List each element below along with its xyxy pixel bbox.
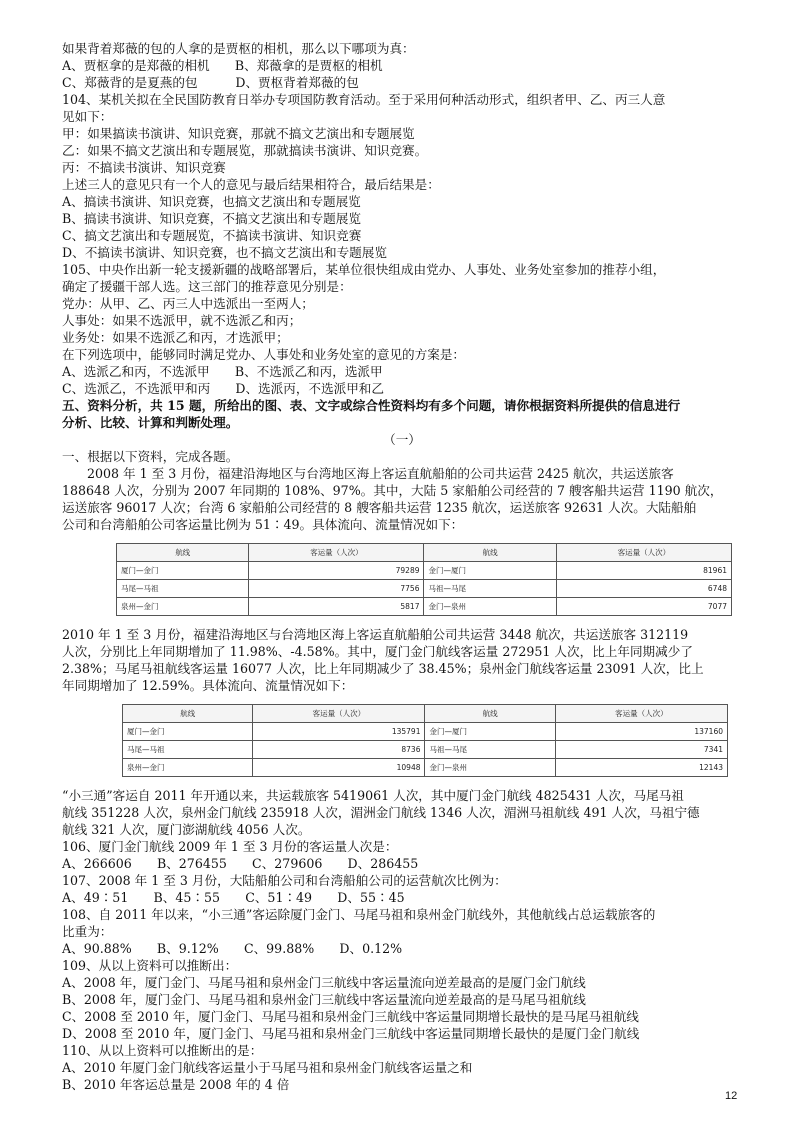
paragraph-2008	[62, 465, 742, 533]
paragraph-line: 航线 351228 人次，泉州金门航线 235918 人次，湄洲金门航线 1346 人次，湄洲马祖航线 491 人次，马祖宁德	[62, 805, 700, 820]
table-header-cell: 航线	[123, 705, 253, 723]
table-cell: 泉州—金门	[123, 759, 253, 777]
table-cell: 马祖—马尾	[425, 741, 555, 759]
text-line: C、搞文艺演出和专题展览，不搞读书演讲、知识竞赛	[62, 228, 362, 243]
text-line: 104、某机关拟在全民国防教育日举办专项国防教育活动。至于采用何种活动形式，组织者甲、乙、丙三人意	[62, 92, 666, 107]
text-line: A、选派乙和丙，不选派甲 B、不选派乙和丙，选派甲	[62, 364, 383, 379]
section-heading-line: 五、资料分析，共 15 题，所给出的图、表、文字或综合性资料均有多个问题，请你根据资料所提供的信息进行	[62, 398, 681, 413]
table-cell: 10948	[253, 759, 425, 777]
text-line: 在下列选项中，能够同时满足党办、人事处和业务处室的意见的方案是：	[62, 347, 465, 362]
table-row	[117, 580, 732, 598]
table-2008-passenger-volume	[116, 543, 732, 616]
paragraph-line: 人次，分别比上年同期增加了 11.98%、-4.58%。其中，厦门金门航线客运量 272951 人次，比上年同期减少了	[62, 644, 693, 659]
text-line: A、搞读书演讲、知识竞赛，也搞文艺演出和专题展览	[62, 194, 361, 209]
table-cell: 79289	[249, 562, 424, 580]
table-cell: 12143	[555, 759, 727, 777]
text-line: 确定了援疆干部人选。这三部门的推荐意见分别是：	[62, 279, 352, 294]
text-line: C、2008 至 2010 年，厦门金门、马尾马祖和泉州金门三航线中客运量同期增长最快的是马尾马祖航线	[62, 1009, 639, 1024]
text-line: 业务处：如果不选派乙和丙，才选派甲；	[62, 330, 289, 345]
table-cell: 厦门—金门	[123, 723, 253, 741]
table-row	[123, 741, 728, 759]
paragraph-2010	[62, 626, 742, 694]
paragraph-line: 运送旅客 96017 人次；台湾 6 家船舶公司经营的 8 艘客船共运营 1235 航次，运送旅客 92631 人次。大陆船舶	[62, 500, 697, 515]
intro-line: 一、根据以下资料，完成各题。	[62, 449, 239, 464]
paragraph-line: 2.38%；马尾马祖航线客运量 16077 人次，比上年同期减少了 38.45%；泉州金门航线客运量 23091 人次，比上	[62, 661, 704, 676]
text-line: 107、2008 年 1 至 3 月份，大陆船舶公司和台湾船舶公司的运营航次比例为：	[62, 873, 507, 888]
text-line: A、2008 年，厦门金门、马尾马祖和泉州金门三航线中客运量流向逆差最高的是厦门金门航线	[62, 975, 586, 990]
section-heading	[62, 397, 742, 431]
paragraph-line: 年同期增加了 12.59%。具体流向、流量情况如下：	[62, 678, 354, 693]
table-cell: 马尾—马祖	[123, 741, 253, 759]
table-2010-passenger-volume	[122, 704, 728, 777]
text-line: 110、从以上资料可以推断出的是：	[62, 1043, 263, 1058]
page-number: 12	[725, 1090, 738, 1102]
paragraph-line: 航线 321 人次，厦门澎湖航线 4056 人次。	[62, 822, 311, 837]
table-row	[117, 598, 732, 616]
text-line: 丙：不搞读书演讲、知识竞赛	[62, 160, 226, 175]
text-line: A、贾枢拿的是郑薇的相机 B、郑薇拿的是贾枢的相机	[62, 58, 383, 73]
text-line: D、2008 至 2010 年，厦门金门、马尾马祖和泉州金门三航线中客运量同期增长最快的是厦门金门航线	[62, 1026, 640, 1041]
table-cell: 135791	[253, 723, 425, 741]
table-cell: 137160	[555, 723, 727, 741]
table-header-cell: 客运量（人次）	[253, 705, 425, 723]
table-cell: 5817	[249, 598, 424, 616]
text-line: 如果背着郑薇的包的人拿的是贾枢的相机，那么以下哪项为真：	[62, 41, 415, 56]
text-line: 乙：如果不搞文艺演出和专题展览，那就搞读书演讲、知识竞赛。	[62, 143, 428, 158]
table-cell: 7341	[555, 741, 727, 759]
table-cell: 金门—泉州	[425, 759, 555, 777]
question-block-103-105	[62, 40, 742, 397]
text-line: 比重为：	[62, 924, 113, 939]
section-heading-line: 分析、比较、计算和判断处理。	[62, 415, 239, 430]
text-line: 党办：从甲、乙、丙三人中选派出一至两人；	[62, 296, 314, 311]
paragraph-line: 2010 年 1 至 3 月份，福建沿海地区与台湾地区海上客运直航船舶公司共运营 3448 航次，共运送旅客 312119	[62, 627, 689, 642]
table-cell: 7756	[249, 580, 424, 598]
table-header-cell: 航线	[424, 544, 556, 562]
paragraph-mini-three-links	[62, 787, 742, 838]
table-cell: 7077	[556, 598, 731, 616]
text-line: 上述三人的意见只有一个人的意见与最后结果相符合，最后结果是：	[62, 177, 440, 192]
table-row	[123, 723, 728, 741]
text-line: 甲：如果搞读书演讲、知识竞赛，那就不搞文艺演出和专题展览	[62, 126, 415, 141]
table-header-row	[123, 705, 728, 723]
text-line: 人事处：如果不选派甲，就不选派乙和丙；	[62, 313, 302, 328]
text-line: 见如下：	[62, 109, 113, 124]
table-cell: 泉州—金门	[117, 598, 249, 616]
table-header-cell: 客运量（人次）	[556, 544, 731, 562]
table-cell: 81961	[556, 562, 731, 580]
table-row	[123, 759, 728, 777]
text-line: 108、自 2011 年以来，“小三通”客运除厦门金门、马尾马祖和泉州金门航线外，其他航线占总运载旅客的	[62, 907, 656, 922]
text-line: 106、厦门金门航线 2009 年 1 至 3 月份的客运量人次是：	[62, 839, 398, 854]
sub-heading: （一）	[383, 432, 421, 447]
text-line: C、郑薇背的是夏燕的包 D、贾枢背着郑薇的包	[62, 75, 359, 90]
table-row	[117, 562, 732, 580]
table-header-cell: 客运量（人次）	[249, 544, 424, 562]
paragraph-line: 2008 年 1 至 3 月份，福建沿海地区与台湾地区海上客运直航船舶的公司共运营 2425 航次，共运送旅客	[87, 466, 674, 481]
text-line: D、不搞读书演讲、知识竞赛，也不搞文艺演出和专题展览	[62, 245, 387, 260]
question-block-106-110	[62, 838, 742, 1093]
text-line: A、90.88% B、9.12% C、99.88% D、0.12%	[62, 941, 403, 956]
table-cell: 马祖—马尾	[424, 580, 556, 598]
text-line: A、2010 年厦门金门航线客运量小于马尾马祖和泉州金门航线客运量之和	[62, 1060, 473, 1075]
table-cell: 厦门—金门	[117, 562, 249, 580]
table-cell: 马尾—马祖	[117, 580, 249, 598]
table-cell: 8736	[253, 741, 425, 759]
table-header-cell: 航线	[425, 705, 555, 723]
paragraph-line: 公司和台湾船舶公司客运量比例为 51∶49。具体流向、流量情况如下：	[62, 517, 464, 532]
table-cell: 金门—厦门	[425, 723, 555, 741]
table-header-cell: 客运量（人次）	[555, 705, 727, 723]
text-line: A、266606 B、276455 C、279606 D、286455	[62, 856, 419, 871]
text-line: B、搞读书演讲、知识竞赛，不搞文艺演出和专题展览	[62, 211, 361, 226]
table-header-cell: 航线	[117, 544, 249, 562]
text-line: 105、中央作出新一轮支援新疆的战略部署后，某单位很快组成由党办、人事处、业务处室参加的推荐小组，	[62, 262, 666, 277]
text-line: A、49∶51 B、45∶55 C、51∶49 D、55∶45	[62, 890, 405, 905]
text-line: C、选派乙，不选派甲和丙 D、选派丙，不选派甲和乙	[62, 381, 384, 396]
text-line: 109、从以上资料可以推断出：	[62, 958, 238, 973]
text-line: B、2010 年客运总量是 2008 年的 4 倍	[62, 1077, 290, 1092]
table-header-row	[117, 544, 732, 562]
text-line: B、2008 年，厦门金门、马尾马祖和泉州金门三航线中客运量流向逆差最高的是马尾马祖航线	[62, 992, 586, 1007]
paragraph-line: “小三通”客运自 2011 年开通以来，共运载旅客 5419061 人次，其中厦门金门航线 4825431 人次，马尾马祖	[62, 788, 684, 803]
paragraph-line: 188648 人次，分别为 2007 年同期的 108%、97%。其中，大陆 5 家船舶公司经营的 7 艘客船共运营 1190 航次，	[62, 483, 723, 498]
table-cell: 6748	[556, 580, 731, 598]
document-page	[62, 40, 742, 1093]
table-cell: 金门—厦门	[424, 562, 556, 580]
table-cell: 金门—泉州	[424, 598, 556, 616]
